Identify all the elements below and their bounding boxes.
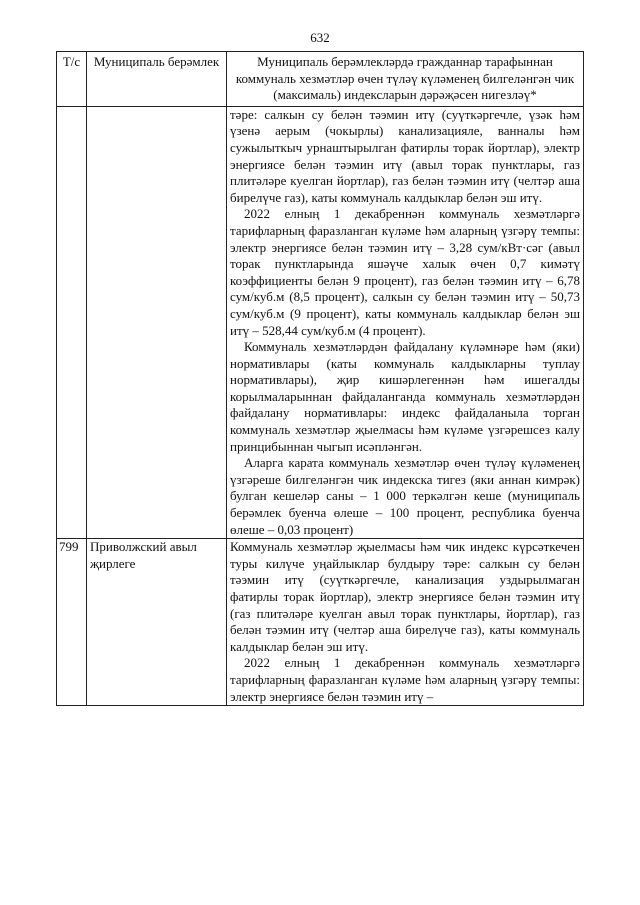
table-row-continuation [57,106,584,538]
header-justification: Муниципаль берәмлекләрдә гражданнар тарафыннан коммуналь хезмәтләр өчен түләү күләменең билгеләнгән чик (максималь) индексларын дәрәҗәсен нигезләү* [227,52,584,107]
row-number-cell: 799 [57,539,87,706]
header-number: Т/с [57,52,87,107]
header-municipality: Муниципаль берәмлек [87,52,227,107]
paragraph: Аларга карата коммуналь хезмәтләр өчен түләү күләменең үзгәреше билгеләнгән чик индекска тигез (яки аннан кимрәк) булган кешеләр саны – 1 000 теркәлгән кеше (муниципаль берәмлек буенча өлеше – 100 процент, республика буенча өлеше – 0,03 процент) [230,455,580,537]
paragraph: тәре: салкын су белән тәэмин итү (суүткәргечле, үзәк һәм үзенә аерым (чокырлы) канализацияле, ванналы һәм сужылыткыч урнаштырылган фатирлы торак йортлар), электр энергиясе белән тәэмин итү (авыл торак пунктлары, газ плитәләре куелган йортлар), газ белән тәэмин итү (челтәр аша бирелүче газ), каты коммуналь калдыклар белән эш итү. [230,106,580,205]
row-number-cell [57,106,87,538]
paragraph: Коммуналь хезмәтләр җыелмасы һәм чик индекс күрсәткечен туры килүче уңайлыклар булдыру тәре: салкын су белән тәэмин итү (суүткәргечле, канализация уздырылмаган фатирлы торак йортлар), электр энергиясе белән тәэмин итү (газ плитәләре куелган авыл торак пунктлары, йортлар), газ белән тәэмин итү (челтәр аша бирелүче газ), каты коммуналь калдыклар белән эш итү. [230,539,580,654]
table-header-row [57,52,584,107]
justification-cell [227,106,584,538]
municipality-cell [87,106,227,538]
table-row [57,539,584,706]
paragraph: 2022 елның 1 декабреннән коммуналь хезмәтләргә тарифларның фаразланган күләме һәм аларның үзгәрү темпы: электр энергиясе белән тәэмин итү – [230,655,580,704]
paragraph: 2022 елның 1 декабреннән коммуналь хезмәтләргә тарифларның фаразланган күләме һәм аларның үзгәрү темпы: электр энергиясе белән тәэмин итү – 3,28 сум/кВт·сәг (авыл торак пунктларында яшәүче халык өчен 0,7 кимәтү коэффициенты белән 9 процент), газ белән тәэмин итү – 6,78 сум/куб.м (8,5 процент), салкын су белән тәэмин итү – 50,73 сум/куб.м (9 процент), каты коммуналь калдыклар белән эш итү – 528,44 сум/куб.м (4 процент). [230,206,580,338]
municipality-cell: Приволжский авыл җирлеге [87,539,227,706]
tariff-index-table [56,51,584,706]
page-number: 632 [310,30,330,45]
paragraph: Коммуналь хезмәтләрдән файдалану күләмнәре һәм (яки) нормативлары (каты коммуналь калдыкларны туплау нормативлары), җир кишәрлегеннән һәм ишегалды корылмаларыннан файдаланганда коммуналь хезмәтләрдән файдалану нормативлары: индекс файдаланыла торган коммуналь хезмәтләр җыелмасы һәм күләме үзгәрешсез калу принцибыннан чыгып исәпләнгән. [230,339,580,454]
justification-cell [227,539,584,706]
